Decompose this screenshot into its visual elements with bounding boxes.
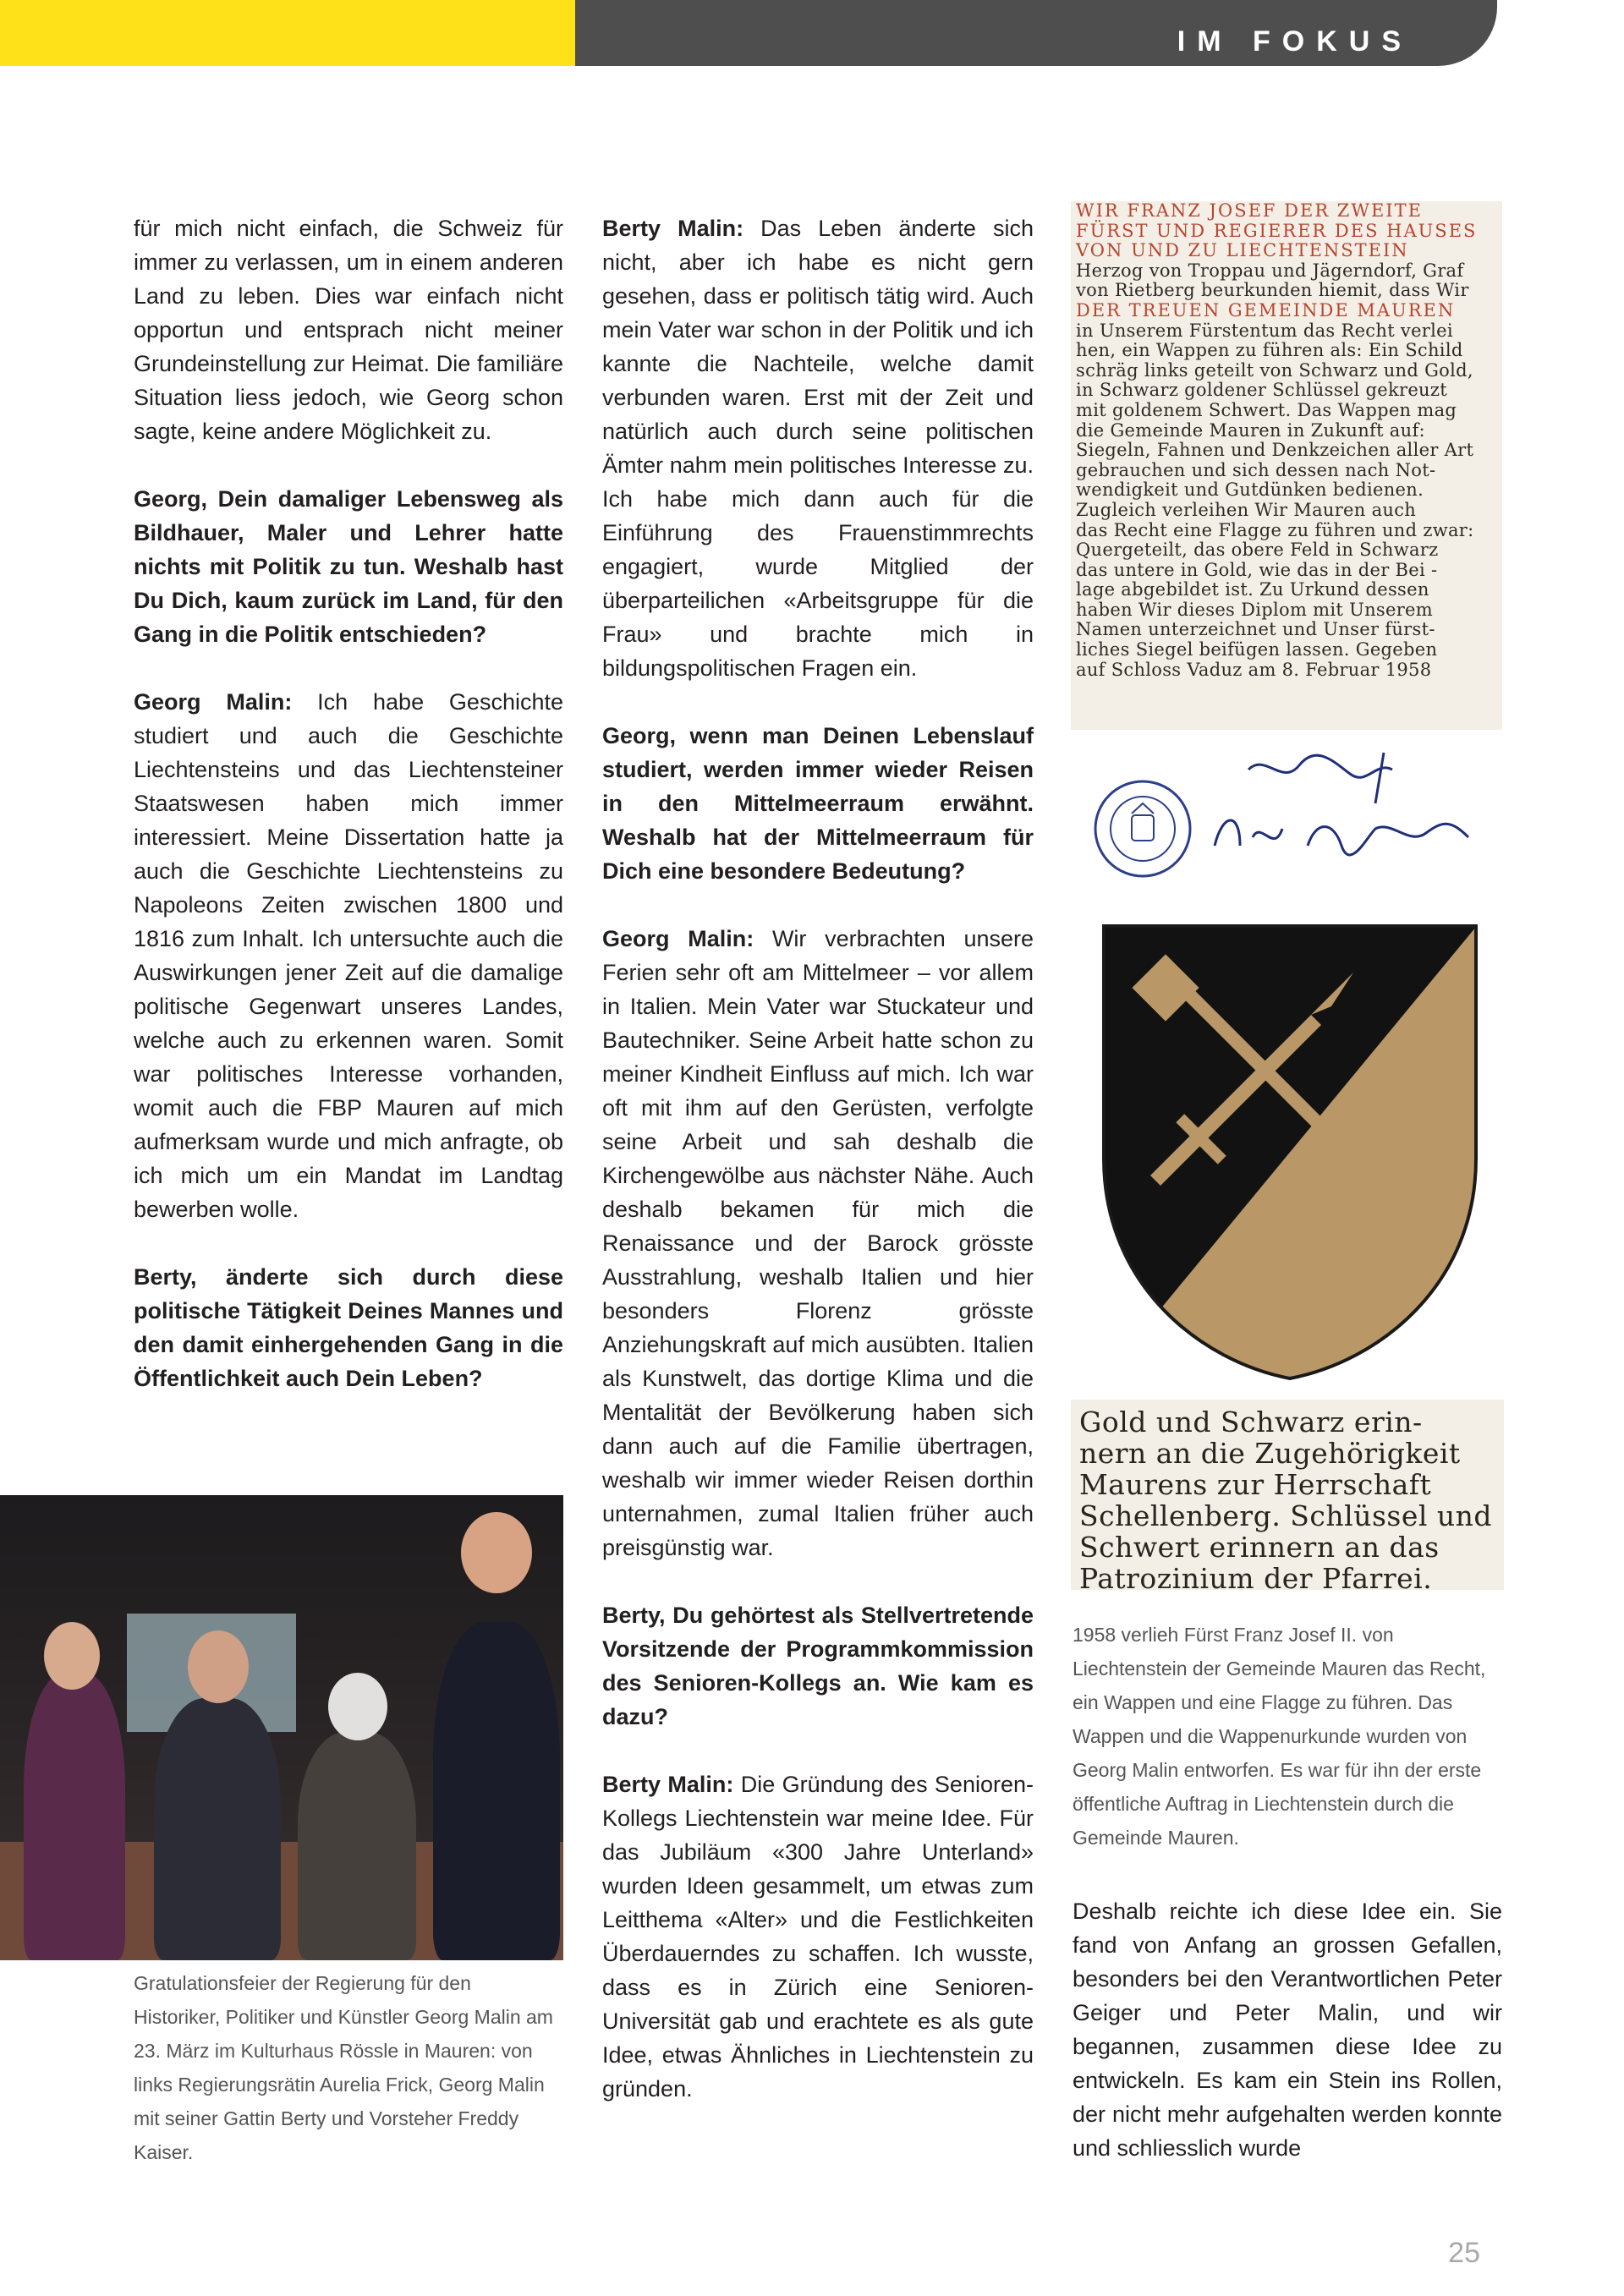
person-head [461,1512,532,1593]
charter-line: lage abgebildet ist. Zu Urkund dessen [1076,579,1429,600]
coat-of-arms [1100,922,1480,1383]
person-head [328,1673,387,1740]
text-column-2 [602,211,1034,2140]
header-dark-band [575,0,1497,66]
charter-line: von Rietberg beurkunden hiemit, dass Wir [1076,280,1469,301]
interview-answer [602,922,1034,1564]
coat-of-arms-charter [1071,201,1502,730]
charter-line: VON UND ZU LIECHTENSTEIN [1076,240,1409,261]
interview-question: Berty, Du gehörtest als Stellvertretende Vorsitzende der Programmkommission des Senioren-Kollegs an. Wie kam es dazu? [602,1603,1034,1729]
charter-line: das Recht eine Flagge zu führen und zwar: [1076,519,1474,540]
speaker-name: Georg Malin: [134,689,293,715]
motto-line: Schellenberg. Schlüssel und [1079,1499,1493,1532]
interview-question: Georg, Dein damaliger Lebensweg als Bildhauer, Maler und Lehrer hatte nichts mit Politik zu tun. Weshalb hast Du Dich, kaum zurück im Land, für den Gang in die Politik entschieden? [134,486,563,647]
charter-line: gebrauchen und sich dessen nach Not- [1076,459,1436,480]
charter-line: in Schwarz goldener Schlüssel gekreuzt [1076,380,1447,401]
person-figure [433,1622,560,1960]
person-head [44,1622,100,1690]
interview-answer [602,211,1034,685]
answer-text: Wir verbrachten unsere Ferien sehr oft am Mittelmeer – vor allem in Italien. Mein Vater war Stuckateur und Bautechniker. Seine Arbeit hatte schon zu meiner Kindheit Einfluss auf mich. Ich war oft mit ihm auf den Gerüsten, verfolgte seine Arbeit und sah deshalb die Kirchengewölbe aus nächster Nähe. Auch deshalb bekamen für mich die Renaissance und der Barock grösste Ausstrahlung, weshalb Italien und hier besonders Florenz grösste Anziehungskraft auf mich ausübten. Italien als Kunstwelt, das dortige Klima und die Mentalität der Bevölkerung haben sich dann auch auf die Familie übertragen, weshalb wir immer wieder Reisen dorthin unternahmen, zumal Italien früher auch preisgünstig war. [602,926,1034,1560]
charter-line: DER TREUEN GEMEINDE MAUREN [1076,299,1456,321]
motto-line: Maurens zur Herrschaft [1079,1468,1432,1501]
charter-line: wendigkeit und Gutdünken bedienen. [1076,479,1424,501]
charter-line: das untere in Gold, wie das in der Bei - [1076,559,1438,580]
paragraph: für mich nicht einfach, die Schweiz für immer zu verlassen, um in einem anderen Land zu leben. Dies war einfach nicht opportun und entsprach nicht meiner Grundeinstellung zur Heimat. Die familiäre Situation liess jedoch, wie Georg schon sagte, keine andere Möglichkeit zu. [134,216,563,444]
charter-line: mit goldenem Schwert. Das Wappen mag [1076,399,1457,420]
motto-line: Gold und Schwarz erin- [1079,1406,1423,1438]
speaker-name: Georg Malin: [602,926,754,951]
coat-motto [1071,1400,1504,1595]
paragraph: Deshalb reichte ich diese Idee ein. Sie fand von Anfang an grossen Gefallen, besonders bei den Verantwortlichen Peter Geiger und Peter Malin, und wir begannen, zusammen diese Idee zu entwickeln. Es kam ein Stein ins Rollen, der nicht mehr aufgehalten werden konnte und schliesslich wurde [1073,1899,1502,2161]
interview-answer [134,685,563,1226]
charter-line: hen, ein Wappen zu führen als: Ein Schild [1076,340,1463,361]
text-column-3 [1073,1894,1502,2199]
person-head [188,1630,249,1703]
interview-question: Berty, änderte sich durch diese politische Tätigkeit Deines Mannes und den damit einhergehenden Gang in die Öffentlichkeit auch Dein Leben? [134,1264,563,1391]
signature-ruler [1248,753,1392,803]
charter-line: Siegeln, Fahnen und Denkzeichen aller Art [1076,440,1474,461]
charter-line: haben Wir dieses Diplom mit Unserem [1076,599,1433,620]
interview-answer [602,1767,1034,2106]
person-figure [24,1673,125,1960]
photo-caption: Gratulationsfeier der Regierung für den Historiker, Politiker und Künstler Georg Malin am 23. März im Kulturhaus Rössle in Mauren: von links Regierungsrätin Aurelia Frick, Georg Malin mit seiner Gattin Berty und Vorsteher Freddy Kaiser. [134,1972,553,2163]
seal-icon [1095,781,1190,876]
charter-line: auf Schloss Vaduz am 8. Februar 1958 [1076,659,1432,680]
charter-line: schräg links geteilt von Schwarz und Gold, [1076,359,1473,381]
interview-question: Georg, wenn man Deinen Lebenslauf studiert, werden immer wieder Reisen in den Mittelmeerraum erwähnt. Weshalb hat der Mittelmeerraum für Dich eine besondere Bedeutung? [602,723,1034,884]
charter-line: in Unserem Fürstentum das Recht verlei [1076,320,1453,341]
answer-text: Das Leben änderte sich nicht, aber ich habe es nicht gern gesehen, dass er politisch tätig wird. Auch mein Vater war schon in der Politik und ich kannte die Nachteile, welche damit verbunden waren. Erst mit der Zeit und natürlich auch durch seine politischen Ämter nahm mein politisches Interesse zu. Ich habe mich dann auch für die Einführung des Frauenstimmrechts engagiert, wurde Mitglied der überparteilichen «Arbeitsgruppe für die Frau» und brachte mich in bildungspolitischen Fragen ein. [602,216,1034,681]
text-column-1 [134,211,563,1429]
signature-head-of-government [1215,820,1468,855]
charter-line: Zugleich verleihen Wir Mauren auch [1076,499,1417,520]
motto-line: nern an die Zugehörigkeit [1079,1437,1461,1470]
charter-line: WIR FRANZ JOSEF DER ZWEITE [1076,201,1423,221]
page-number: 25 [1448,2237,1480,2269]
person-figure [298,1732,416,1960]
answer-text: Die Gründung des Senioren-Kollegs Liechtenstein war meine Idee. Für das Jubiläum «300 Jahre Unterland» wurden Ideen gesammelt, um etwas zum Leitthema «Alter» und die Festlichkeiten Überdauerndes zu schaffen. Ich wusste, dass es in Zürich eine Senioren-Universität gab und erachtete es als gute Idee, etwas Ähnliches in Liechtenstein zu gründen. [602,1772,1034,2101]
charter-line: liches Siegel beifügen lassen. Gegeben [1076,639,1438,660]
motto-line: Schwert erinnern an das [1079,1531,1440,1564]
speaker-name: Berty Malin: [602,1772,734,1797]
section-title: IM FOKUS [1177,25,1413,58]
charter-line: die Gemeinde Mauren in Zukunft auf: [1076,419,1425,441]
answer-text: Ich habe Geschichte studiert und auch die Geschichte Liechtensteins und das Liechtensteiner Staatswesen haben mich immer interessiert. Meine Dissertation hatte ja auch die Geschichte Liechtensteins zu Napoleons Zeiten zwischen 1800 und 1816 zum Inhalt. Ich untersuchte auch die Auswirkungen jener Zeit auf die damalige politische Gegenwart unseres Landes, welche auch zu erkennen waren. Somit war politisches Interesse vorhanden, womit auch die FBP Mauren auf mich aufmerksam wurde und mich anfragte, ob ich mich um ein Mandat im Landtag bewerben wolle. [134,689,563,1222]
event-photo [0,1495,563,1960]
header-yellow-band [0,0,575,66]
person-figure [154,1698,281,1960]
speaker-name: Berty Malin: [602,216,744,241]
coat-caption: 1958 verlieh Fürst Franz Josef II. von Liechtenstein der Gemeinde Mauren das Recht, ein Wappen und eine Flagge zu führen. Das Wappen und die Wappenurkunde wurden von Georg Malin entworfen. Es war für ihn der erste öffentliche Auftrag in Liechtenstein durch die Gemeinde Mauren. [1073,1624,1486,1849]
charter-line: Namen unterzeichnet und Unser fürst- [1076,619,1435,640]
charter-signatures [1071,736,1502,896]
charter-line: Quergeteilt, das obere Feld in Schwarz [1076,540,1439,561]
charter-line: Herzog von Troppau und Jägerndorf, Graf [1076,260,1464,281]
motto-line: Patrozinium der Pfarrei. [1079,1562,1433,1595]
charter-line: FÜRST UND REGIERER DES HAUSES [1076,220,1478,241]
